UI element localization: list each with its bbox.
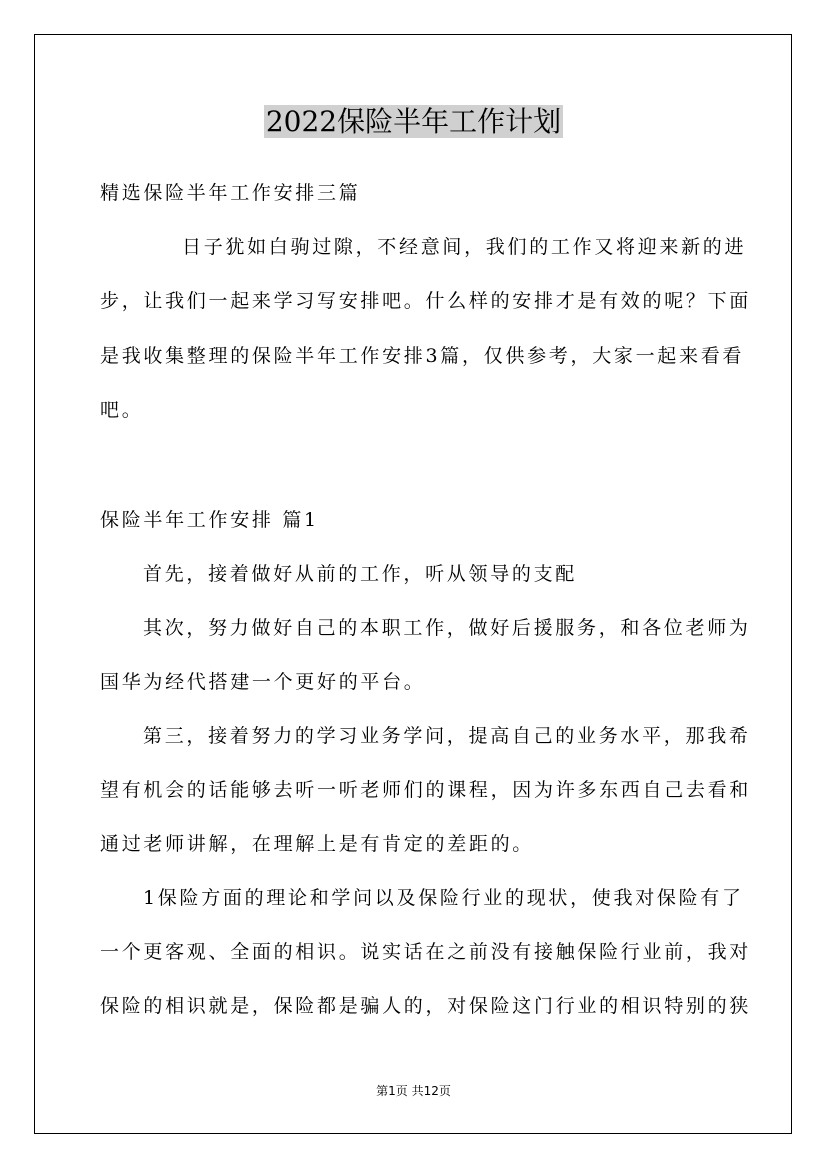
- section-heading: 保险半年工作安排 篇1: [100, 509, 319, 531]
- paragraph-line-2: 其次，努力做好自己的本职工作，做好后援服务，和各位老师为: [143, 617, 751, 639]
- document-title: [0, 100, 827, 144]
- page-number-footer: 第1页 共12页: [376, 1084, 451, 1098]
- paragraph-line-9: 保险的相识就是，保险都是骗人的，对保险这门行业的相识特别的狭: [100, 995, 752, 1017]
- intro-line-1: 日子犹如白驹过隙，不经意间，我们的工作又将迎来新的进: [182, 236, 747, 258]
- subtitle: 精选保险半年工作安排三篇: [100, 182, 361, 204]
- document-title-text: 2022保险半年工作计划: [265, 105, 562, 138]
- paragraph-line-5: 望有机会的话能够去听一听老师们的课程，因为许多东西自己去看和: [100, 779, 752, 801]
- intro-line-3: 是我收集整理的保险半年工作安排3篇，仅供参考，大家一起来看看: [100, 345, 745, 367]
- intro-line-4: 吧。: [100, 399, 144, 421]
- paragraph-line-7: 1保险方面的理论和学问以及保险行业的现状，使我对保险有了: [143, 887, 744, 909]
- paragraph-line-3: 国华为经代搭建一个更好的平台。: [100, 671, 426, 693]
- paragraph-line-4: 第三，接着努力的学习业务学问，提高自己的业务水平，那我希: [143, 725, 751, 747]
- intro-line-2: 步，让我们一起来学习写安排吧。什么样的安排才是有效的呢？下面: [100, 290, 752, 312]
- paragraph-line-1: 首先，接着做好从前的工作，听从领导的支配: [143, 563, 578, 585]
- paragraph-line-8: 一个更客观、全面的相识。说实话在之前没有接触保险行业前，我对: [100, 941, 752, 963]
- paragraph-line-6: 通过老师讲解，在理解上是有肯定的差距的。: [100, 833, 535, 855]
